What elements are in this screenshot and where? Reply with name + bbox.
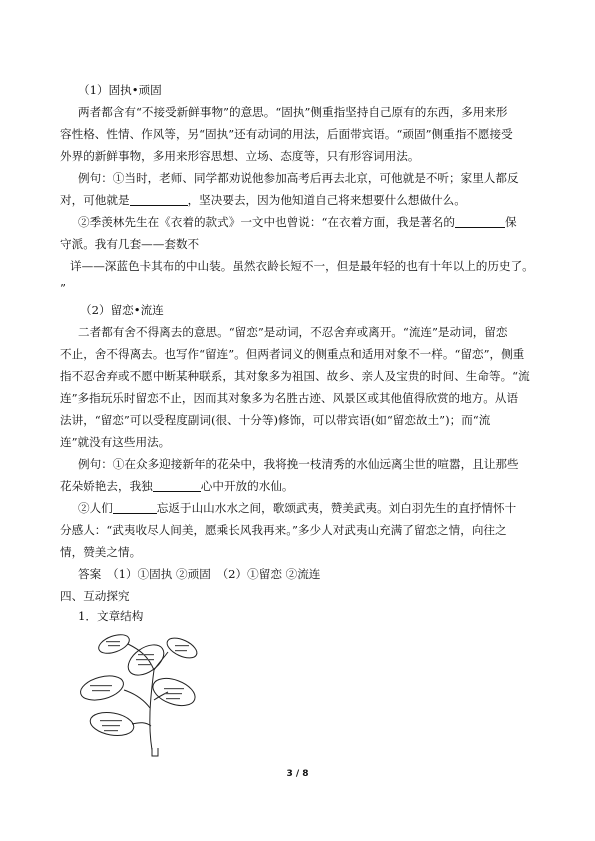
section2-para-line-2: 不止，舍不得离去。也写作“留连”。但两者词义的侧重点和适用对象不一样。“留恋”，侧重 xyxy=(60,347,525,361)
section2-para-line-5: 法讲，“留恋”可以受程度副词(很、十分等)修饰，可以带宾语(如“留恋故土”)；而“流 xyxy=(60,413,491,427)
fill-blank xyxy=(113,502,157,514)
text-segment: ，坚决要去，因为他知道自己将来想要什么想做什么。 xyxy=(187,193,466,207)
section1-example-1-line-2 xyxy=(60,192,540,208)
section2-example-2-line-2: 分感人：“武夷收尽人间美，愿乘长风我再来。”多少人对武夷山充满了留恋之情，向往之 xyxy=(60,523,507,537)
page-number: 3 / 8 xyxy=(286,769,309,779)
section1-example-2-line-2: 守派。我有几套——套数不 xyxy=(60,237,200,251)
section1-para-line-1: 两者都含有“不接受新鲜事物”的意思。“固执”侧重指坚持自己原有的东西，多用来形 xyxy=(78,105,508,119)
section2-example-1-line-2 xyxy=(60,478,540,494)
section1-example-2-line-4: ” xyxy=(60,281,66,295)
section1-heading: （1）固执•顽固 xyxy=(78,83,162,97)
text-segment: ②季羡林先生在《衣着的款式》一文中也曾说：“在衣着方面，我是著名的 xyxy=(78,215,455,229)
section2-para-line-1: 二者都有舍不得离去的意思。“留恋”是动词，不忍舍弃或离开。“流连”是动词，留恋 xyxy=(78,325,508,339)
section1-para-line-2: 容性格、性情、作风等，另“固执”还有动词的用法，后面带宾语。“顽固”侧重指不愿接受 xyxy=(60,127,513,141)
fill-blank xyxy=(130,194,188,206)
section2-para-line-6: 连”就没有这些用法。 xyxy=(60,435,171,449)
section2-example-2-line-1 xyxy=(78,500,558,516)
section1-example-1-line-1: 例句：①当时，老师、同学都劝说他参加高考后再去北京，可他就是不听；家里人都反 xyxy=(78,171,519,185)
text-segment: 保 xyxy=(504,215,517,229)
section2-para-line-3: 指不忍舍弃或不愿中断某种联系，其对象多为祖国、故乡、亲人及宝贵的时间、生命等。“流 xyxy=(60,369,530,383)
text-segment: 忘返于山山水水之间，歌颂武夷，赞美武夷。刘白羽先生的直抒情怀十 xyxy=(156,501,517,515)
structure-diagram-image xyxy=(72,630,202,758)
section3-heading: 四、互动探究 xyxy=(60,589,130,603)
section2-heading: （2）留恋•流连 xyxy=(80,303,164,317)
section3-subheading: 1．文章结构 xyxy=(78,609,144,623)
answer-line: 答案 （1）①固执 ②顽固 （2）①留恋 ②流连 xyxy=(78,567,321,581)
section2-example-2-line-3: 情，赞美之情。 xyxy=(60,545,142,559)
text-segment: 对，可他就是 xyxy=(60,193,130,207)
section1-para-line-3: 外界的新鲜事物，多用来形容思想、立场、态度等，只有形容词用法。 xyxy=(60,149,420,163)
text-segment: ②人们 xyxy=(78,501,113,515)
text-segment: 心中开放的水仙。 xyxy=(200,479,294,493)
text-segment: 花朵娇艳去，我独 xyxy=(60,479,153,493)
section1-example-2-line-1 xyxy=(78,214,558,230)
section2-example-1-line-1: 例句：①在众多迎接新年的花朵中，我将挽一枝清秀的水仙远离尘世的喧嚣，且让那些 xyxy=(78,457,519,471)
fill-blank xyxy=(153,480,201,492)
section2-para-line-4: 连”多指玩乐时留恋不止，因而其对象多为名胜古迹、风景区或其他值得欣赏的地方。从语 xyxy=(60,391,519,405)
section1-example-2-line-3: 详——深蓝色卡其布的中山装。虽然衣龄长短不一，但是最年轻的也有十年以上的历史了。 xyxy=(70,259,534,273)
fill-blank xyxy=(455,216,505,228)
